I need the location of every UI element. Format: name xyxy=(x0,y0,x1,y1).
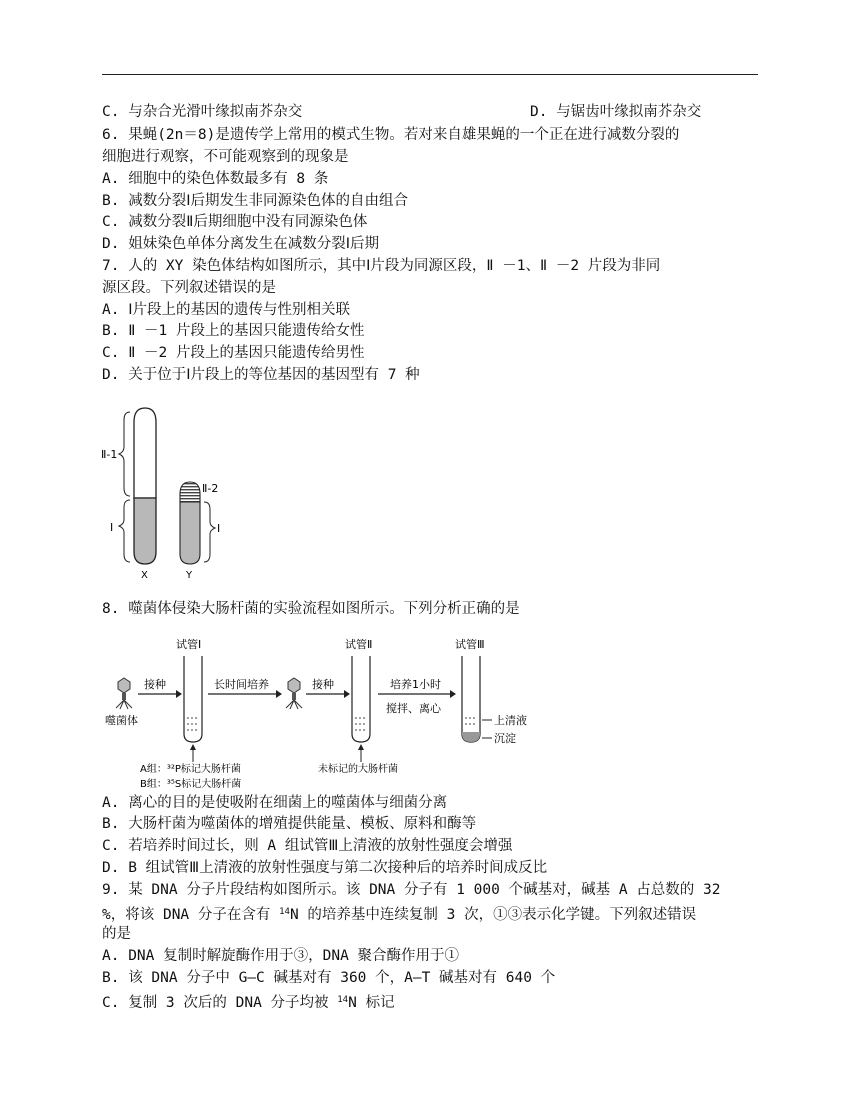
test-tube-2 xyxy=(352,656,370,742)
label-y: Y xyxy=(186,570,193,581)
q8-option-a: A. 离心的目的是使吸附在细菌上的噬菌体与细菌分离 xyxy=(102,795,448,811)
group-a-label: A组：³²P标记大肠杆菌 xyxy=(140,764,241,775)
q8-option-c: C. 若培养时间过长，则 A 组试管Ⅲ上清液的放射性强度会增强 xyxy=(102,838,513,854)
q6-stem-2: 细胞进行观察，不可能观察到的现象是 xyxy=(102,149,349,165)
q8-option-b: B. 大肠杆菌为噬菌体的增殖提供能量、模板、原料和酶等 xyxy=(102,816,477,832)
label-ii1: Ⅱ-1 xyxy=(101,448,118,461)
q7-stem-1: 7. 人的 XY 染色体结构如图所示，其中Ⅰ片段为同源区段，Ⅱ －1、Ⅱ －2 片段为非同 xyxy=(102,258,661,274)
test-tube-3 xyxy=(462,656,480,742)
long-culture-label: 长时间培养 xyxy=(214,678,269,691)
culture-1h-label: 培养1小时 xyxy=(390,678,441,691)
q9-option-c-a: C. 复制 3 次后的 DNA 分子均被 xyxy=(102,995,338,1011)
phage-icon xyxy=(116,678,132,709)
phage-experiment-figure xyxy=(100,638,560,794)
q9-stem-2b: N 的培养基中连续复制 3 次，①③表示化学键。下列叙述错误 xyxy=(289,907,697,923)
y-chromosome xyxy=(180,482,200,564)
test-tube-1 xyxy=(184,656,202,742)
group-b-label: B组：³⁵S标记大肠杆菌 xyxy=(140,779,242,790)
q7-option-c: C. Ⅱ －2 片段上的基因只能遗传给男性 xyxy=(102,345,365,361)
q8-option-d: D. B 组试管Ⅲ上清液的放射性强度与第二次接种后的培养时间成反比 xyxy=(102,860,548,876)
q6-option-a: A. 细胞中的染色体数最多有 8 条 xyxy=(102,171,329,187)
q9-stem-3: 的是 xyxy=(102,926,131,942)
q9-stem-2-isotope: 14 xyxy=(279,907,290,917)
supernatant-label: 上清液 xyxy=(494,714,527,727)
q7-option-a: A. Ⅰ片段上的基因的遗传与性别相关联 xyxy=(102,302,350,318)
q9-stem-1: 9. 某 DNA 分子片段结构如图所示。该 DNA 分子有 1 000 个碱基对，碱基 A 占总数的 32 xyxy=(102,882,721,898)
tube-1-label: 试管Ⅰ xyxy=(176,638,202,651)
q6-option-d: D. 姐妹染色单体分离发生在减数分裂Ⅰ后期 xyxy=(102,236,379,252)
q9-stem-2 xyxy=(102,902,696,925)
label-x: X xyxy=(141,570,148,581)
q7-stem-2: 源区段。下列叙述错误的是 xyxy=(102,280,276,296)
q6-option-b: B. 减数分裂Ⅰ后期发生非同源染色体的自由组合 xyxy=(102,193,408,209)
x-chromosome xyxy=(134,408,156,564)
precipitate-label: 沉淀 xyxy=(494,732,516,745)
header-rule xyxy=(102,74,758,75)
inoculate-label-2: 接种 xyxy=(312,678,334,691)
brace-i-right xyxy=(204,502,215,562)
brace-i-left xyxy=(119,500,130,562)
unlabeled-ecoli-label: 未标记的大肠杆菌 xyxy=(318,764,398,775)
xy-chromosome-figure xyxy=(100,402,240,582)
tube-3-label: 试管Ⅲ xyxy=(455,638,485,651)
q5-option-c-row xyxy=(102,102,702,122)
q9-option-b: B. 该 DNA 分子中 G—C 碱基对有 360 个，A—T 碱基对有 640 个 xyxy=(102,970,556,986)
q9-option-c-b: N 标记 xyxy=(348,995,395,1011)
q9-option-c xyxy=(102,990,395,1013)
label-i-left: Ⅰ xyxy=(110,521,114,534)
q7-option-b: B. Ⅱ －1 片段上的基因只能遗传给女性 xyxy=(102,323,365,339)
q5-option-d: D. 与锯齿叶缘拟南芥杂交 xyxy=(530,104,702,120)
label-i-right: Ⅰ xyxy=(217,522,221,535)
q5-option-c: C. 与杂合光滑叶缘拟南芥杂交 xyxy=(102,104,303,120)
phage-icon-2 xyxy=(286,678,302,709)
label-ii2: Ⅱ-2 xyxy=(202,482,219,495)
q8-stem: 8. 噬菌体侵染大肠杆菌的实验流程如图所示。下列分析正确的是 xyxy=(102,601,520,617)
phage-label: 噬菌体 xyxy=(105,714,138,727)
q9-option-c-isotope: 14 xyxy=(337,995,349,1005)
q9-stem-2a: %，将该 DNA 分子在含有 xyxy=(102,907,280,923)
q6-stem-1: 6. 果蝇(2n＝8)是遗传学上常用的模式生物。若对来自雄果蝇的一个正在进行减数分裂的 xyxy=(102,127,680,143)
stir-centrifuge-label: 搅拌、离心 xyxy=(386,702,441,715)
brace-ii1 xyxy=(119,412,130,496)
tube-2-label: 试管Ⅱ xyxy=(345,638,373,651)
q6-option-c: C. 减数分裂Ⅱ后期细胞中没有同源染色体 xyxy=(102,214,368,230)
inoculate-label-1: 接种 xyxy=(144,678,166,691)
q7-option-d: D. 关于位于Ⅰ片段上的等位基因的基因型有 7 种 xyxy=(102,367,420,383)
q9-option-a: A. DNA 复制时解旋酶作用于③，DNA 聚合酶作用于① xyxy=(102,948,460,964)
